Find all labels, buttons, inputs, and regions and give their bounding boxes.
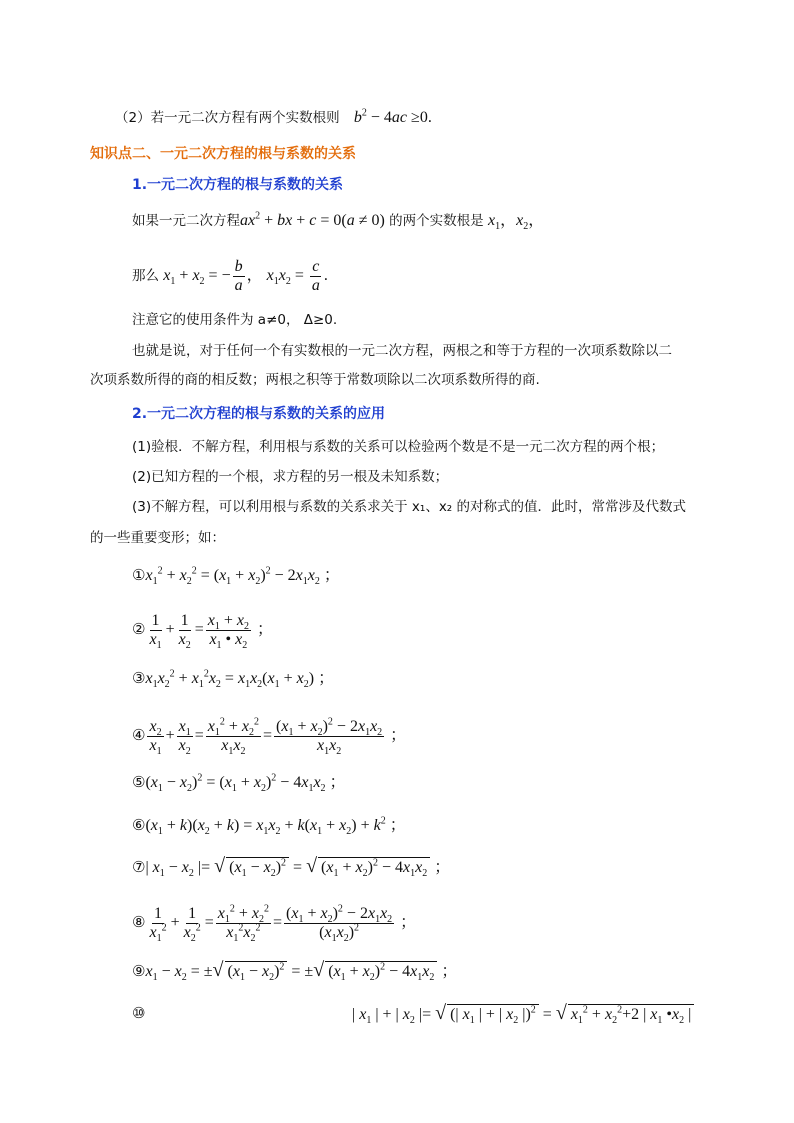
marker-5: ⑤ [132,773,146,791]
then-text: 那么 [132,268,159,285]
vieta-intro-line [132,211,544,231]
vieta-formula-line [132,258,328,295]
identity-9: $⑨x_1 - x_2$ = ±√ $(x_1 - x_2)^2$ = ±√ $(x_1 + x_2)^2 - 4x_1x_2$ ； [132,959,458,984]
roots-text: 的两个实数根是 [389,213,484,229]
condition-text: （2）若一元二次方程有两个实数根则 [115,110,340,126]
subheading-2: 2.一元二次方程的根与系数的关系的应用 [132,406,386,422]
usage-condition: 注意它的使用条件为 a≠0， Δ≥0. [132,312,338,328]
application-3-line-1: (3)不解方程，可以利用根与系数的关系求关于 x₁、x₂ 的对称式的值．此时，常常涉及代数式 [132,499,687,515]
marker-4: ④ [132,726,146,745]
vieta-intro-text: 如果一元二次方程 [132,213,240,229]
identity-6: $⑥(x_1 + k)(x_2 + k) = x_1x_2 + k(x_1 + x_2) + k^2$ ； [132,815,406,838]
explanation-line-1: 也就是说，对于任何一个有实数根的一元二次方程，两根之和等于方程的一次项系数除以二 [132,343,672,359]
identity-10-marker [132,1003,145,1024]
marker-8: ⑧ [132,913,146,932]
identity-7: ⑦| $x_1 - x_2$ |= √ $(x_1 - x_2)^2$ = √ $(x_1 + x_2)^2 - 4x_1x_2$ ； [132,855,451,880]
application-3-line-2: 的一些重要变形；如： [90,530,225,546]
condition-line [115,108,432,128]
identity-5: $⑤(x_1 - x_2)^2 = (x_1 + x_2)^2 - 4x_1x_2$ ； [132,772,346,795]
roots-symbols: $x_1$，$x_2$， [487,212,545,233]
marker-9: ⑨ [132,962,146,980]
identity-10: | $x_1$ | + | $x_2$ |= √ (| $x_1$ | + | $x_2$ |)$^2$ = √ $x_1^2 + x_2^2+2$ | $x_1$ $•x_2$ | [352,1003,694,1025]
vieta-formulas: $x_1 + x_2$ = − $\frac{b}{a}$ ， $x_1x_2$ = $\frac{c}{a}$ . [163,258,328,294]
identity-8: ⑧ $\frac{1}{x_1^2}$ + $\frac{1}{x_2^2}$ = $\frac{x_1^2 + x_2^2}{x_1^2x_2^2}$ = $\frac{(x_1 + x_2)^2 - 2x_1x_2}{(x_1x_2)^2}$ ； [132,903,417,945]
marker-10: ⑩ [132,1004,146,1022]
section-heading: 知识点二、一元二次方程的根与系数的关系 [90,146,356,162]
discriminant-formula: $b^2 - 4ac \ge 0$. [353,107,432,126]
identity-4: ④ $\frac{x_2}{x_1}$ + $\frac{x_1}{x_2}$ = $\frac{x_1^2 + x_2^2}{x_1x_2}$ = $\frac{(x_1 + x_2)^2 - 2x_1x_2}{x_1x_2}$ ； [132,716,407,758]
marker-7: ⑦ [132,858,146,876]
marker-3: ③ [132,669,146,687]
marker-1: ① [132,566,146,584]
application-1: (1)验根．不解方程，利用根与系数的关系可以检验两个数是不是一元二次方程的两个根； [132,439,665,455]
identity-1: $①x_1^2 + x_2^2 = (x_1 + x_2)^2 - 2x_1x_2$ ； [132,565,340,588]
application-2: (2)已知方程的一个根，求方程的另一根及未知系数； [132,469,449,485]
identity-2: ② $\frac{1}{x_1}$ + $\frac{1}{x_2}$ = $\frac{x_1 + x_2}{x_1 • x_2}$ ； [132,612,273,652]
subheading-1: 1.一元二次方程的根与系数的关系 [132,177,344,193]
marker-6: ⑥ [132,816,146,834]
identity-3: $③x_1x_2^2 + x_1^2x_2 = x_1x_2(x_1 + x_2)$ ； [132,668,335,691]
marker-2: ② [132,620,146,639]
quadratic-equation: $ax^2$ + bx + c = 0(a ≠ 0) [240,210,385,229]
explanation-line-2: 次项系数所得的商的相反数；两根之积等于常数项除以二次项系数所得的商. [90,372,540,388]
